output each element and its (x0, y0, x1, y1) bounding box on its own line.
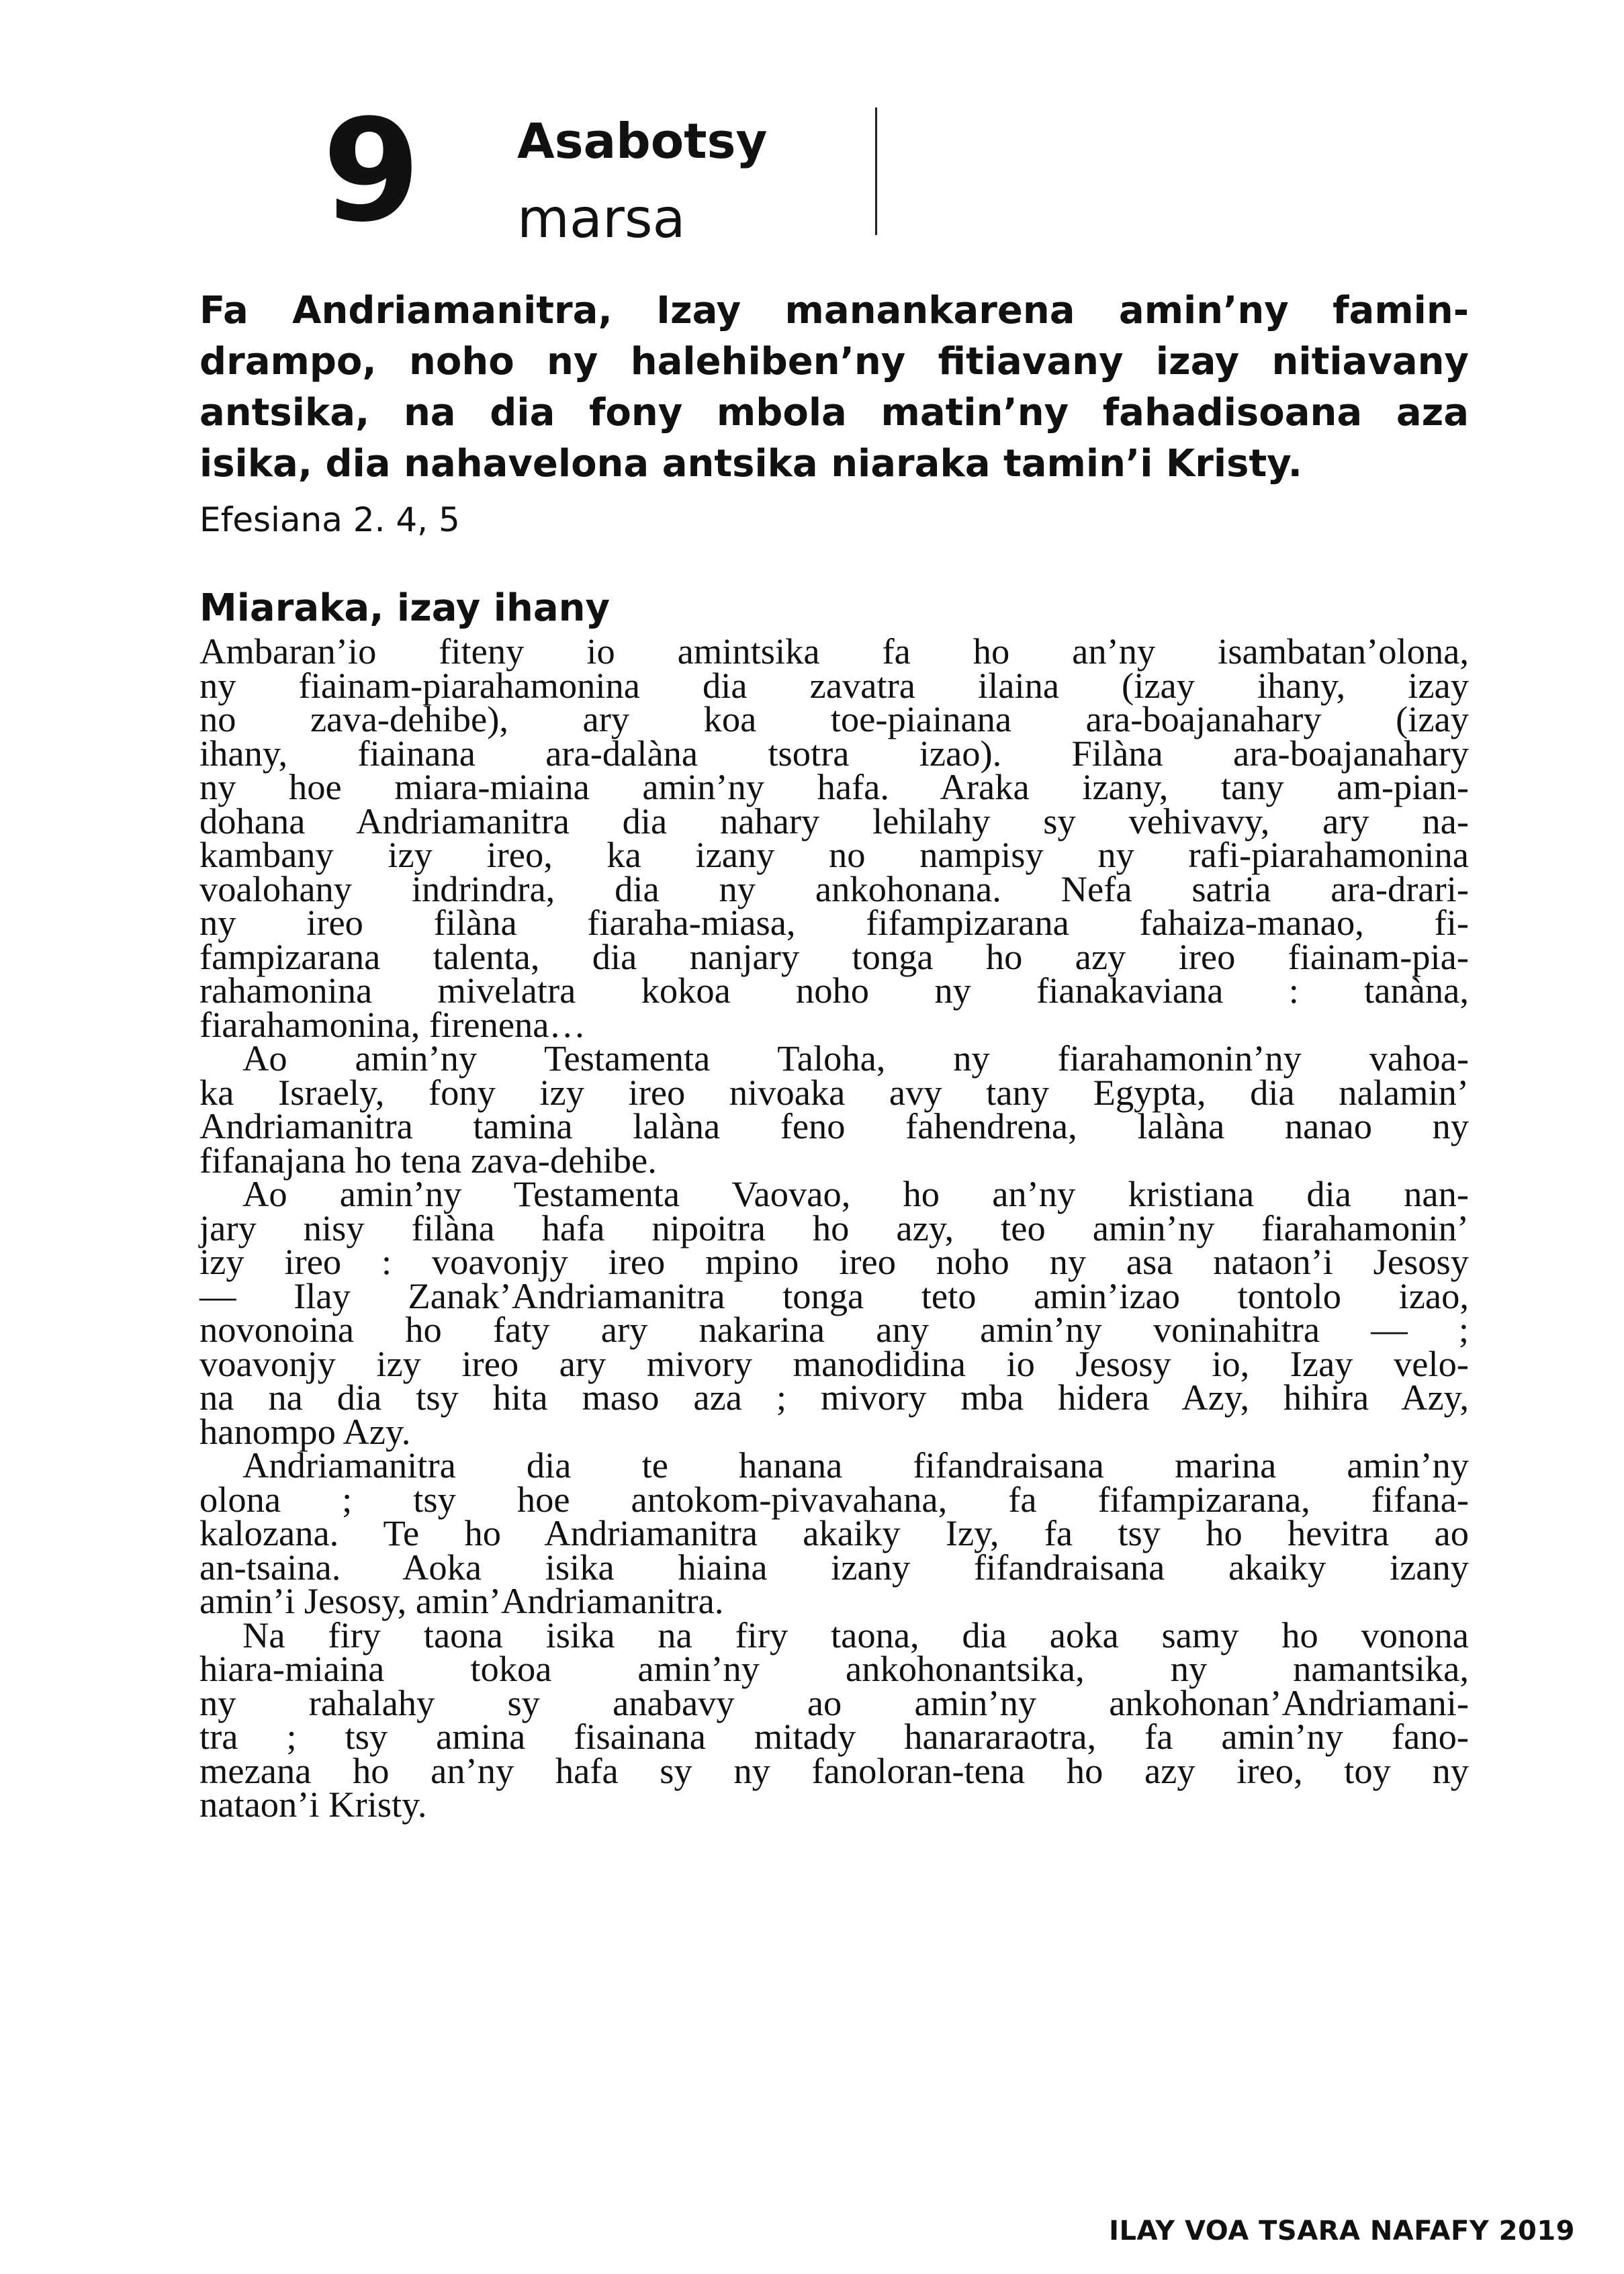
body-line: amin’i Jesosy, amin’Andriamanitra. (199, 1580, 724, 1621)
body-line: Andriamanitra tamina lalàna feno fahendrena, lalàna nanao ny (199, 1105, 1469, 1146)
body-line: Na firy taona isika na firy taona, dia aoka samy ho vonona (242, 1614, 1469, 1655)
date-day-number: 9 (322, 89, 418, 253)
body-line: fampizarana talenta, dia nanjary tonga ho azy ireo fiainam-pia- (199, 936, 1469, 977)
verse-reference: Efesiana 2. 4, 5 (199, 500, 460, 539)
body-line: Andriamanitra dia te hanana fifandraisana marina amin’ny (242, 1445, 1469, 1486)
verse-line: isika, dia nahavelona antsika niaraka tamin’i Kristy. (199, 442, 1302, 486)
body-line: na na dia tsy hita maso aza ; mivory mba hidera Azy, hihira Azy, (199, 1377, 1469, 1418)
body-line: jary nisy filàna hafa nipoitra ho azy, teo amin’ny fiarahamonin’ (199, 1207, 1469, 1248)
body-line: ny rahalahy sy anabavy ao amin’ny ankohonan’Andriamani- (199, 1682, 1469, 1723)
body-line: voavonjy izy ireo ary mivory manodidina io Jesosy io, Izay velo- (199, 1343, 1469, 1384)
bible-verse (199, 285, 1469, 490)
body-line: hiara-miaina tokoa amin’ny ankohonantsika, ny namantsika, (199, 1648, 1469, 1689)
footer-publication-title: ILAY VOA TSARA NAFAFY 2019 (1109, 2216, 1575, 2246)
body-line: novonoina ho faty ary nakarina any amin’ny voninahitra — ; (199, 1309, 1469, 1350)
body-line: voalohany indrindra, dia ny ankohonana. Nefa satria ara-drari- (199, 868, 1469, 909)
body-line: Ambaran’io fiteny io amintsika fa ho an’ny isambatan’olona, (199, 631, 1469, 672)
body-line: izy ireo : voavonjy ireo mpino ireo noho ny asa nataon’i Jesosy (199, 1241, 1469, 1282)
body-line: ny fiainam-piarahamonina dia zavatra ilaina (izay ihany, izay (199, 664, 1469, 706)
body-line: Ao amin’ny Testamenta Vaovao, ho an’ny kristiana dia nan- (242, 1173, 1469, 1214)
body-line: nataon’i Kristy. (199, 1784, 427, 1825)
body-line: — Ilay Zanak’Andriamanitra tonga teto amin’izao tontolo izao, (199, 1275, 1469, 1316)
date-month: marsa (517, 187, 686, 250)
verse-line: Fa Andriamanitra, Izay manankarena amin’ny famin- (199, 289, 1469, 332)
body-line: Ao amin’ny Testamenta Taloha, ny fiarahamonin’ny vahoa- (242, 1038, 1469, 1079)
body-line: dohana Andriamanitra dia nahary lehilahy sy vehivavy, ary na- (199, 800, 1469, 842)
body-line: kalozana. Te ho Andriamanitra akaiky Izy, fa tsy ho hevitra ao (199, 1512, 1469, 1553)
header-divider (875, 107, 877, 235)
body-line: tra ; tsy amina fisainana mitady hanararaotra, fa amin’ny fano- (199, 1716, 1469, 1757)
body-line: ny hoe miara-miaina amin’ny hafa. Araka izany, tany am-pian- (199, 766, 1469, 807)
body-line: ny ireo filàna fiaraha-miasa, fifampizarana fahaiza-manao, fi- (199, 902, 1469, 943)
body-line: hanompo Azy. (199, 1410, 411, 1452)
body-line: olona ; tsy hoe antokom-pivavahana, fa fifampizarana, fifana- (199, 1478, 1469, 1520)
verse-line: antsika, na dia fony mbola matin’ny fahadisoana aza (199, 391, 1469, 435)
date-weekday: Asabotsy (517, 113, 768, 169)
body-line: rahamonina mivelatra kokoa noho ny fianakaviana : tanàna, (199, 970, 1469, 1011)
body-line: mezana ho an’ny hafa sy ny fanoloran-tena ho azy ireo, toy ny (199, 1749, 1469, 1791)
body-line: ka Israely, fony izy ireo nivoaka avy tany Egypta, dia nalamin’ (199, 1071, 1469, 1113)
body-line: fifanajana ho tena zava-dehibe. (199, 1139, 657, 1181)
body-line: no zava-dehibe), ary koa toe-piainana ara-boajanahary (izay (199, 698, 1469, 739)
body-line: ihany, fiainana ara-dalàna tsotra izao). Filàna ara-boajanahary (199, 732, 1469, 774)
body-line: an-tsaina. Aoka isika hiaina izany fifandraisana akaiky izany (199, 1546, 1469, 1588)
verse-line: drampo, noho ny halehiben’ny fitiavany izay nitiavany (199, 340, 1469, 383)
body-line: kambany izy ireo, ka izany no nampisy ny rafi-piarahamonina (199, 834, 1469, 875)
meditation-title: Miaraka, izay ihany (199, 586, 610, 630)
meditation-body (199, 631, 1469, 1825)
body-line: fiarahamonina, firenena… (199, 1003, 586, 1045)
